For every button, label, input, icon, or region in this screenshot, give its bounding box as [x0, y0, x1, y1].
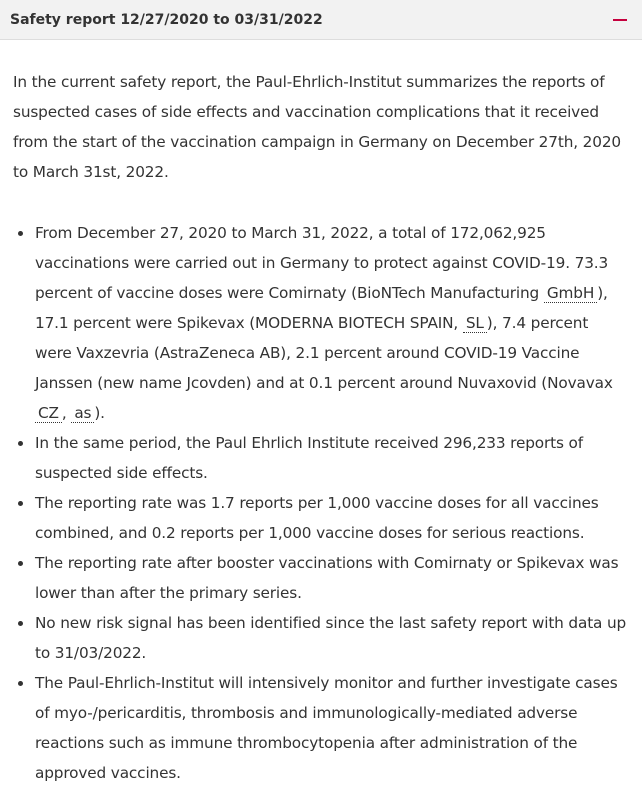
- accordion-header[interactable]: [0, 0, 642, 40]
- fact-text: The Paul-Ehrlich-Institut will intensively monitor and further investigate cases of myo-/pericarditis, thrombosis and immunologically-mediated adverse reactions such as immune thrombocytopenia after administration of the approved vaccines.: [35, 674, 618, 782]
- fact-text: The reporting rate after booster vaccinations with Comirnaty or Spikevax was lower than after the primary series.: [35, 554, 619, 602]
- fact-text: ), 7.4 percent were Vaxzevria (AstraZeneca AB), 2.1 percent around COVID-19 Vaccine Janssen (new name Jcovden) and at 0.1 percent around Nuvaxovid (Novavax: [35, 314, 613, 392]
- fact-text: ).: [94, 404, 105, 422]
- abbreviation-cz: CZ: [35, 404, 62, 423]
- fact-text: In the same period, the Paul Ehrlich Institute received 296,233 reports of suspected side effects.: [35, 434, 583, 482]
- abbreviation-sl: SL: [463, 314, 487, 333]
- accordion-title[interactable]: Safety report 12/27/2020 to 03/31/2022: [10, 11, 323, 28]
- fact-text: The reporting rate was 1.7 reports per 1,000 vaccine doses for all vaccines combined, and 0.2 reports per 1,000 vaccine doses for serious reactions.: [35, 494, 599, 542]
- bullet-icon: [18, 561, 23, 566]
- bullet-icon: [18, 501, 23, 506]
- bullet-icon: [18, 231, 23, 236]
- facts-list: [13, 218, 628, 788]
- bullet-icon: [18, 441, 23, 446]
- bullet-icon: [18, 681, 23, 686]
- list-item: [13, 488, 628, 548]
- list-item: [13, 428, 628, 488]
- minus-icon[interactable]: [613, 19, 627, 21]
- intro-paragraph: In the current safety report, the Paul-Ehrlich-Institut summarizes the reports of suspected cases of side effects and vaccination complications that it received from the start of the vaccination campaign in Germany on December 27th, 2020 to March 31st, 2022.: [13, 73, 621, 181]
- fact-text: From December 27, 2020 to March 31, 2022, a total of 172,062,925 vaccinations were carried out in Germany to protect against COVID-19. 73.3 percent of vaccine doses were Comirnaty (BioNTech Manufacturing: [35, 224, 609, 302]
- fact-text: No new risk signal has been identified since the last safety report with data up to 31/03/2022.: [35, 614, 627, 662]
- list-item: [13, 548, 628, 608]
- accordion-body: [0, 67, 642, 788]
- abbreviation-as: as: [71, 404, 94, 423]
- fact-text: ), 17.1 percent were Spikevax (MODERNA BIOTECH SPAIN,: [35, 284, 608, 332]
- list-item: [13, 668, 628, 788]
- bullet-icon: [18, 621, 23, 626]
- list-item: [13, 218, 628, 428]
- abbreviation-gmbh: GmbH: [544, 284, 597, 303]
- fact-text: ,: [61, 404, 72, 422]
- list-item: [13, 608, 628, 668]
